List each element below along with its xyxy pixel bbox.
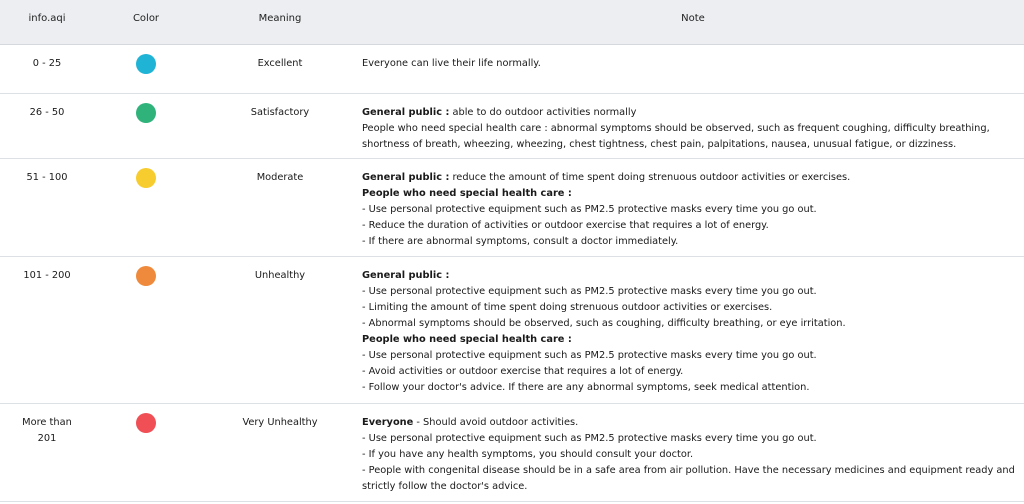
meaning-cell: Excellent bbox=[198, 44, 362, 93]
note-text: - Limiting the amount of time spent doing strenuous outdoor activities or exercises. bbox=[362, 301, 773, 313]
header-color: Color bbox=[94, 0, 198, 44]
color-dot-icon bbox=[136, 413, 156, 433]
note-line bbox=[362, 479, 1010, 495]
note-line bbox=[362, 316, 1010, 332]
note-line bbox=[362, 218, 1010, 234]
note-line bbox=[362, 364, 1010, 380]
color-dot-icon bbox=[136, 103, 156, 123]
color-dot-icon bbox=[136, 168, 156, 188]
aqi-range-text: 26 - 50 bbox=[29, 106, 65, 118]
note-line bbox=[362, 463, 1015, 479]
note-text: - Follow your doctor's advice. If there are any abnormal symptoms, seek medical attention. bbox=[362, 381, 810, 393]
note-bold-label: General public : bbox=[362, 106, 450, 118]
note-line bbox=[362, 268, 1010, 284]
meaning-cell: Moderate bbox=[198, 158, 362, 256]
note-line bbox=[362, 137, 1010, 153]
note-text: - Should avoid outdoor activities. bbox=[413, 416, 579, 428]
aqi-range-cell bbox=[0, 93, 94, 158]
note-text: - Use personal protective equipment such as PM2.5 protective masks every time you go out. bbox=[362, 432, 817, 444]
note-line bbox=[362, 348, 1010, 364]
color-cell bbox=[94, 44, 198, 93]
color-dot-icon bbox=[136, 266, 156, 286]
note-cell bbox=[362, 256, 1024, 403]
note-line bbox=[362, 300, 1010, 316]
note-text: - Use personal protective equipment such as PM2.5 protective masks every time you go out. bbox=[362, 203, 817, 215]
note-line bbox=[362, 105, 1010, 121]
note-bold-label: General public : bbox=[362, 171, 450, 183]
note-line bbox=[362, 121, 1010, 137]
note-line bbox=[362, 202, 1010, 218]
note-text: Everyone can live their life normally. bbox=[362, 57, 541, 69]
color-dot-icon bbox=[136, 54, 156, 74]
aqi-range-text: More than bbox=[22, 416, 72, 428]
note-text: - People with congenital disease should be in a safe area from air pollution. Have the necessary medicines and equipment ready and bbox=[362, 464, 1015, 476]
table-row bbox=[0, 93, 1024, 158]
aqi-range-cell bbox=[0, 403, 94, 501]
meaning-cell: Satisfactory bbox=[198, 93, 362, 158]
note-line bbox=[362, 284, 1010, 300]
color-cell bbox=[94, 403, 198, 501]
table-row bbox=[0, 158, 1024, 256]
table-row bbox=[0, 256, 1024, 403]
note-line bbox=[362, 170, 1010, 186]
note-line bbox=[362, 447, 1010, 463]
color-cell bbox=[94, 93, 198, 158]
note-line bbox=[362, 56, 1010, 72]
note-cell bbox=[362, 93, 1024, 158]
color-cell bbox=[94, 256, 198, 403]
note-line bbox=[362, 234, 1010, 250]
note-text: - If you have any health symptoms, you should consult your doctor. bbox=[362, 448, 694, 460]
note-text: reduce the amount of time spent doing strenuous outdoor activities or exercises. bbox=[449, 171, 851, 183]
table-row bbox=[0, 44, 1024, 93]
note-cell bbox=[362, 403, 1024, 501]
note-bold-label: People who need special health care : bbox=[362, 333, 572, 345]
header-aqi: info.aqi bbox=[0, 0, 94, 44]
header-meaning: Meaning bbox=[198, 0, 362, 44]
note-text: - Use personal protective equipment such as PM2.5 protective masks every time you go out. bbox=[362, 349, 817, 361]
aqi-range-cell bbox=[0, 44, 94, 93]
aqi-range-text: 51 - 100 bbox=[26, 171, 68, 183]
note-bold-label: People who need special health care : bbox=[362, 187, 572, 199]
header-note: Note bbox=[362, 0, 1024, 44]
note-bold-label: Everyone bbox=[362, 416, 414, 428]
note-line bbox=[362, 332, 1010, 348]
note-cell bbox=[362, 44, 1024, 93]
table-row bbox=[0, 403, 1024, 501]
note-cell bbox=[362, 158, 1024, 256]
aqi-range-text: 0 - 25 bbox=[32, 57, 62, 69]
note-line bbox=[362, 431, 1010, 447]
note-text: shortness of breath, wheezing, wheezing, chest tightness, chest pain, palpitations, nausea, unusual fatigue, or dizziness. bbox=[362, 138, 957, 150]
note-text: People who need special health care : abnormal symptoms should be observed, such as frequent coughing, difficulty breathing, bbox=[362, 122, 990, 134]
color-cell bbox=[94, 158, 198, 256]
note-line bbox=[362, 186, 1010, 202]
note-bold-label: General public : bbox=[362, 269, 450, 281]
note-text: strictly follow the doctor's advice. bbox=[362, 480, 528, 492]
note-line bbox=[362, 380, 1010, 396]
aqi-range-cell bbox=[0, 158, 94, 256]
meaning-cell: Unhealthy bbox=[198, 256, 362, 403]
aqi-range-text: 101 - 200 bbox=[23, 269, 71, 281]
table-body bbox=[0, 44, 1024, 501]
meaning-cell: Very Unhealthy bbox=[198, 403, 362, 501]
note-text: - Reduce the duration of activities or outdoor exercise that requires a lot of energy. bbox=[362, 219, 769, 231]
note-text: able to do outdoor activities normally bbox=[449, 106, 637, 118]
note-text: - If there are abnormal symptoms, consult a doctor immediately. bbox=[362, 235, 679, 247]
table-header-row bbox=[0, 0, 1024, 44]
note-text: - Use personal protective equipment such as PM2.5 protective masks every time you go out. bbox=[362, 285, 817, 297]
note-text: - Avoid activities or outdoor exercise that requires a lot of energy. bbox=[362, 365, 684, 377]
aqi-range-text: 201 bbox=[37, 432, 57, 444]
aqi-range-cell bbox=[0, 256, 94, 403]
note-text: - Abnormal symptoms should be observed, such as coughing, difficulty breathing, or eye irritation. bbox=[362, 317, 846, 329]
note-line bbox=[362, 415, 1010, 431]
